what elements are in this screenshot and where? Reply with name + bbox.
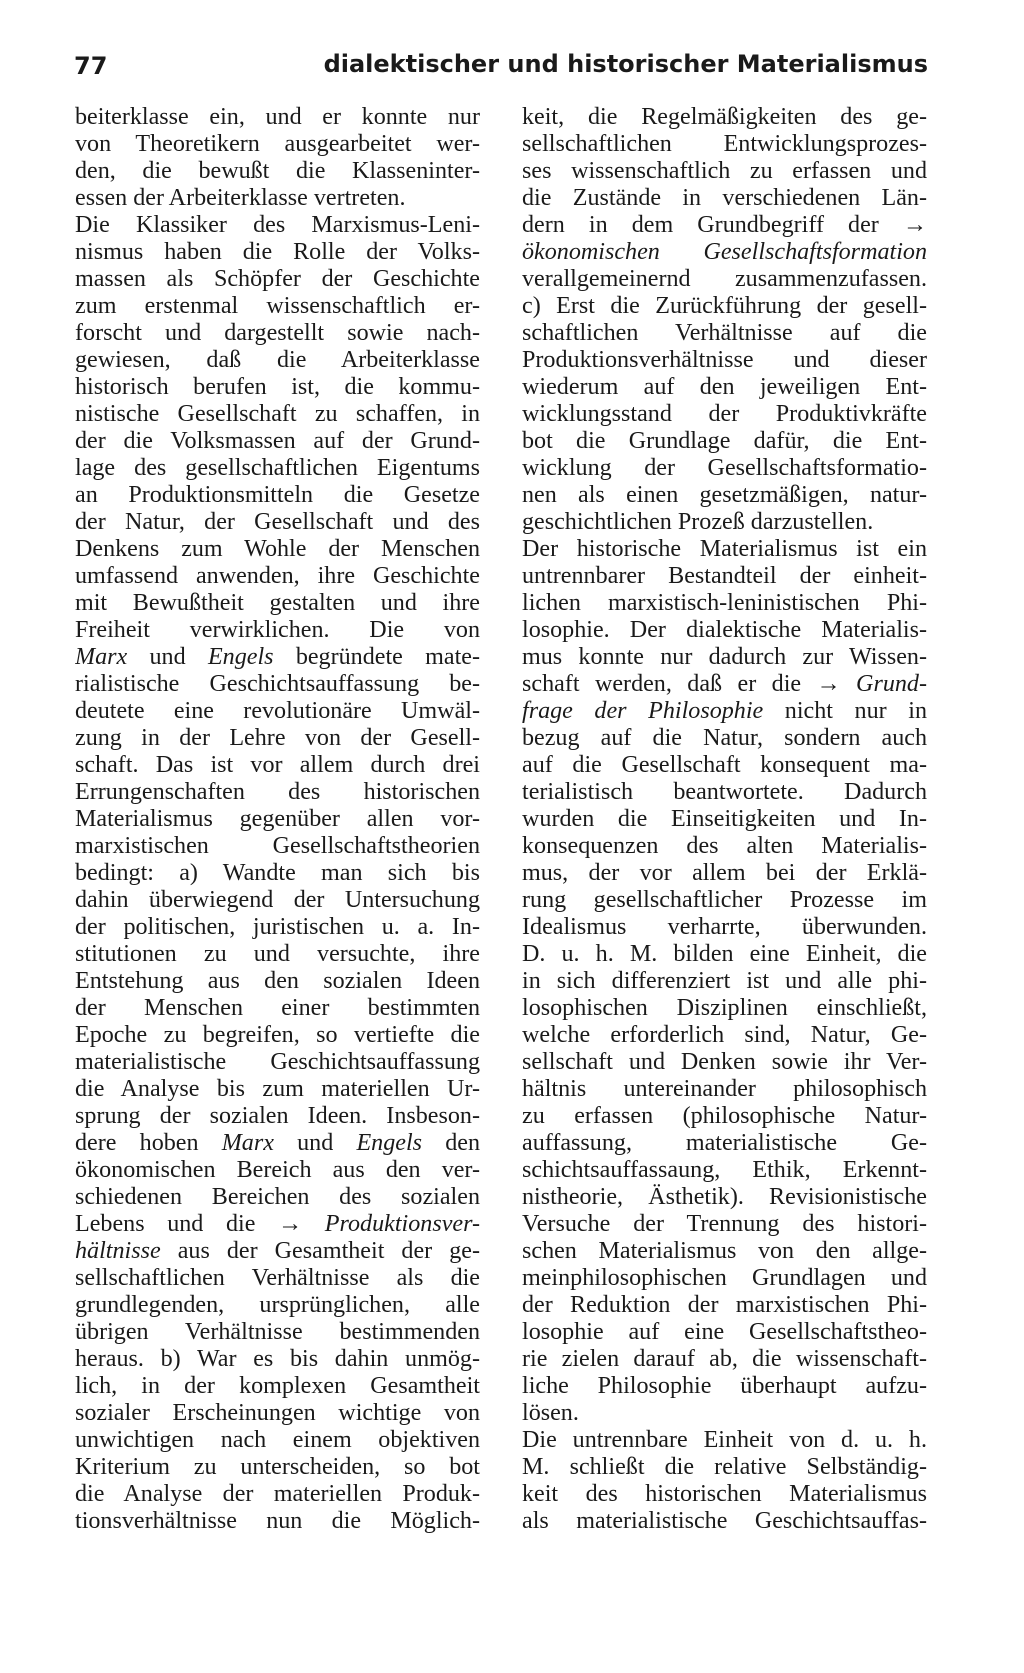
text-line: lichen marxistisch-leninistischen Phi- <box>522 590 927 616</box>
cross-reference: frage der Philosophie <box>522 698 764 724</box>
text-run: und <box>127 644 208 670</box>
text-line: bot die Grundlage dafür, die Ent- <box>522 428 927 454</box>
text-line: M. schließt die relative Selbständig- <box>522 1454 927 1480</box>
text-line: Errungenschaften des historischen <box>75 779 480 805</box>
running-head: dialektischer und historischer Materialismus <box>323 50 928 78</box>
text-line: Idealismus verharrte, überwunden. <box>522 914 927 940</box>
text-line: meinphilosophischen Grundlagen und <box>522 1265 927 1291</box>
text-line: D. u. h. M. bilden eine Einheit, die <box>522 941 927 967</box>
text-line: der Menschen einer bestimmten <box>75 995 480 1021</box>
text-line: Kriterium zu unterscheiden, so bot <box>75 1454 480 1480</box>
text-run: Lebens und die → <box>75 1211 325 1237</box>
text-line: übrigen Verhältnisse bestimmenden <box>75 1319 480 1345</box>
text-line: konsequenzen des alten Materialis- <box>522 833 927 859</box>
text-line: sellschaftlichen Verhältnisse als die <box>75 1265 480 1291</box>
text-line: die Zustände in verschiedenen Län- <box>522 185 927 211</box>
italic-name: Engels <box>207 644 274 670</box>
text-line: wiederum auf den jeweiligen Ent- <box>522 374 927 400</box>
text-line: der Natur, der Gesellschaft und des <box>75 509 480 535</box>
text-line: gewiesen, daß die Arbeiterklasse <box>75 347 480 373</box>
text-line: wicklung der Gesellschaftsformatio- <box>522 455 927 481</box>
text-line: welche erforderlich sind, Natur, Ge- <box>522 1022 927 1048</box>
text-line: losophie auf eine Gesellschaftstheo- <box>522 1319 927 1345</box>
text-line: auffassung, materialistische Ge- <box>522 1130 927 1156</box>
text-line: von Theoretikern ausgearbeitet wer- <box>75 131 480 157</box>
text-line: Materialismus gegenüber allen vor- <box>75 806 480 832</box>
text-line: untrennbarer Bestandteil der einheit- <box>522 563 927 589</box>
text-run: nicht nur in <box>763 698 927 724</box>
text-line: massen als Schöpfer der Geschichte <box>75 266 480 292</box>
text-line: Freiheit verwirklichen. Die von <box>75 617 480 643</box>
text-line: terialistisch beantwortete. Dadurch <box>522 779 927 805</box>
text-line: zu erfassen (philosophische Natur- <box>522 1103 927 1129</box>
text-line: Die Klassiker des Marxismus-Leni- <box>75 212 480 238</box>
text-line: nen als einen gesetzmäßigen, natur- <box>522 482 927 508</box>
text-line: deutete eine revolutionäre Umwäl- <box>75 698 480 724</box>
text-line: materialistische Geschichtsauffassung <box>75 1049 480 1075</box>
text-line: bedingt: a) Wandte man sich bis <box>75 860 480 886</box>
text-line: mus konnte nur dadurch zur Wissen- <box>522 644 927 670</box>
cross-reference: ökonomischen Gesellschaftsformation <box>522 239 927 265</box>
text-line: schichtsauffassaung, Ethik, Erkennt- <box>522 1157 927 1183</box>
text-line: mit Bewußtheit gestalten und ihre <box>75 590 480 616</box>
text-line: losophie. Der dialektische Materialis- <box>522 617 927 643</box>
text-line: den, die bewußt die Klasseninter- <box>75 158 480 184</box>
text-line: Denkens zum Wohle der Menschen <box>75 536 480 562</box>
text-line <box>75 1130 480 1157</box>
text-line: die Analyse der materiellen Produk- <box>75 1481 480 1507</box>
text-line: wurden die Einseitigkeiten und In- <box>522 806 927 832</box>
text-line: schaft. Das ist vor allem durch drei <box>75 752 480 778</box>
text-line <box>75 1211 480 1238</box>
text-line: nistheorie, Ästhetik). Revisionistische <box>522 1184 927 1210</box>
text-line: zum erstenmal wissenschaftlich er- <box>75 293 480 319</box>
text-line: als materialistische Geschichtsauffas- <box>522 1508 927 1534</box>
text-line: Entstehung aus den sozialen Ideen <box>75 968 480 994</box>
text-line: forscht und dargestellt sowie nach- <box>75 320 480 346</box>
text-run: und <box>273 1130 357 1156</box>
italic-name: Engels <box>356 1130 423 1156</box>
text-run: den <box>422 1130 480 1156</box>
text-line: Produktionsverhältnisse und dieser <box>522 347 927 373</box>
text-line <box>75 1238 480 1265</box>
text-line: der politischen, juristischen u. a. In- <box>75 914 480 940</box>
text-line <box>522 671 927 698</box>
text-line: Die untrennbare Einheit von d. u. h. <box>522 1427 927 1453</box>
text-line: ökonomischen Bereich aus den ver- <box>75 1157 480 1183</box>
text-line: sellschaft und Denken sowie ihr Ver- <box>522 1049 927 1075</box>
text-line: schiedenen Bereichen des sozialen <box>75 1184 480 1210</box>
text-line <box>522 698 927 725</box>
text-line: heraus. b) War es bis dahin unmög- <box>75 1346 480 1372</box>
text-line: losophischen Disziplinen einschließt, <box>522 995 927 1021</box>
text-line: der die Volksmassen auf der Grund- <box>75 428 480 454</box>
text-line: Epoche zu begreifen, so vertiefte die <box>75 1022 480 1048</box>
text-line: der Reduktion der marxistischen Phi- <box>522 1292 927 1318</box>
text-line: dern in dem Grundbegriff der → <box>522 212 927 238</box>
left-column <box>75 104 480 1535</box>
text-line: lösen. <box>522 1400 579 1426</box>
text-line: historisch berufen ist, die kommu- <box>75 374 480 400</box>
text-line: geschichtlichen Prozeß darzustellen. <box>522 509 874 535</box>
text-line: zung in der Lehre von der Gesell- <box>75 725 480 751</box>
text-line: keit des historischen Materialismus <box>522 1481 927 1507</box>
text-line: Versuche der Trennung des histori- <box>522 1211 927 1237</box>
text-line: lage des gesellschaftlichen Eigentums <box>75 455 480 481</box>
italic-name: Marx <box>75 644 128 670</box>
text-line: wicklungsstand der Produktivkräfte <box>522 401 927 427</box>
text-line: rie zielen darauf ab, die wissenschaft- <box>522 1346 927 1372</box>
text-line: die Analyse bis zum materiellen Ur- <box>75 1076 480 1102</box>
text-line: in sich differenziert ist und alle phi- <box>522 968 927 994</box>
text-line: grundlegenden, ursprünglichen, alle <box>75 1292 480 1318</box>
text-line: liche Philosophie überhaupt aufzu- <box>522 1373 927 1399</box>
italic-name: Marx <box>221 1130 274 1156</box>
text-line: nistische Gesellschaft zu schaffen, in <box>75 401 480 427</box>
text-line: an Produktionsmitteln die Gesetze <box>75 482 480 508</box>
text-line: stitutionen zu und versuchte, ihre <box>75 941 480 967</box>
text-line: marxistischen Gesellschaftstheorien <box>75 833 480 859</box>
text-line: umfassend anwenden, ihre Geschichte <box>75 563 480 589</box>
cross-reference: Produktionsver- <box>324 1211 480 1237</box>
text-line: keit, die Regelmäßigkeiten des ge- <box>522 104 927 130</box>
text-line: schen Materialismus von den allge- <box>522 1238 927 1264</box>
cross-reference: hältnisse <box>75 1238 161 1264</box>
text-line: Der historische Materialismus ist ein <box>522 536 927 562</box>
text-line: rialistische Geschichtsauffassung be- <box>75 671 480 697</box>
text-line: tionsverhältnisse nun die Möglich- <box>75 1508 480 1534</box>
text-line: c) Erst die Zurückführung der gesell- <box>522 293 927 319</box>
cross-reference: Grund- <box>856 671 927 697</box>
text-run: aus der Gesamtheit der ge- <box>160 1238 480 1264</box>
text-line: sozialer Erscheinungen wichtige von <box>75 1400 480 1426</box>
text-line: schaftlichen Verhältnisse auf die <box>522 320 927 346</box>
text-run: dere hoben <box>75 1130 222 1156</box>
text-line: nismus haben die Rolle der Volks- <box>75 239 480 265</box>
text-line: mus, der vor allem bei der Erklä- <box>522 860 927 886</box>
text-run: begründete mate- <box>273 644 480 670</box>
text-line <box>522 239 927 266</box>
text-line: verallgemeinernd zusammenzufassen. <box>522 266 927 292</box>
text-line: unwichtigen nach einem objektiven <box>75 1427 480 1453</box>
text-line: ses wissenschaftlich zu erfassen und <box>522 158 927 184</box>
text-line: sprung der sozialen Ideen. Insbeson- <box>75 1103 480 1129</box>
text-line: rung gesellschaftlicher Prozesse im <box>522 887 927 913</box>
text-line: hältnis untereinander philosophisch <box>522 1076 927 1102</box>
page-number: 77 <box>74 52 108 80</box>
text-run: schaft werden, daß er die → <box>522 671 857 697</box>
text-line: beiterklasse ein, und er konnte nur <box>75 104 480 130</box>
text-line: bezug auf die Natur, sondern auch <box>522 725 927 751</box>
text-line <box>75 644 480 671</box>
text-line: auf die Gesellschaft konsequent ma- <box>522 752 927 778</box>
right-column <box>522 104 927 1535</box>
text-line: lich, in der komplexen Gesamtheit <box>75 1373 480 1399</box>
text-line: essen der Arbeiterklasse vertreten. <box>75 185 406 211</box>
text-line: dahin überwiegend der Untersuchung <box>75 887 480 913</box>
text-line: sellschaftlichen Entwicklungsprozes- <box>522 131 927 157</box>
